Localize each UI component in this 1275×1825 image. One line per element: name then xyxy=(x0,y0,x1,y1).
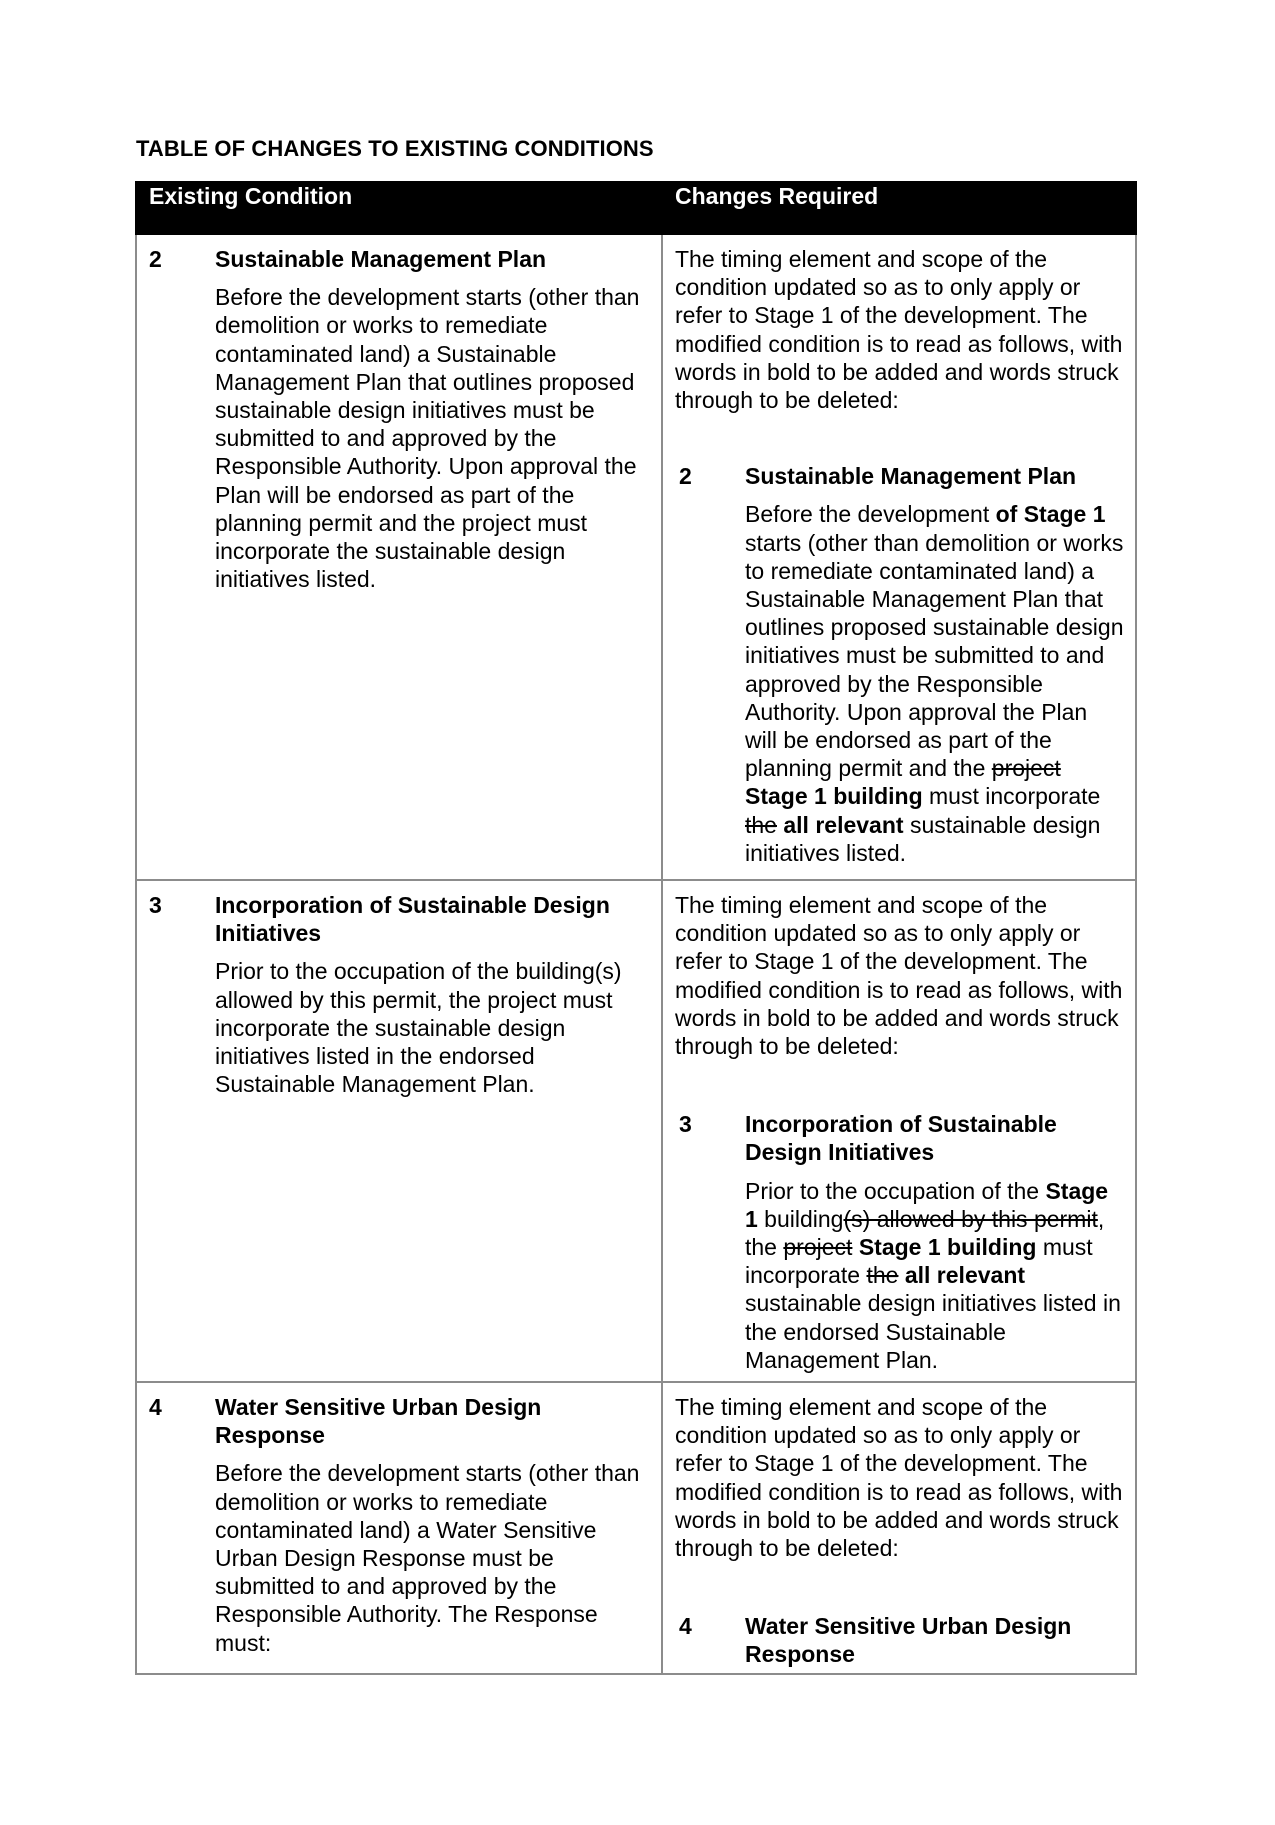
deleted-text: (s) allowed by this permit xyxy=(843,1205,1098,1232)
unchanged-text: Before the development xyxy=(745,501,996,528)
table-row xyxy=(136,234,1136,880)
change-intro-text: The timing element and scope of the condition updated so as to only apply or refer to Stage 1 of the development. The modified condition is to read as follows, with words in bold to be added and words struck through to be deleted: xyxy=(675,246,1123,414)
unchanged-text: building xyxy=(757,1205,844,1232)
changes-required-cell xyxy=(662,1382,1136,1674)
modified-condition-number: 2 xyxy=(679,463,692,490)
changes-table xyxy=(135,181,1137,1675)
change-intro-text: The timing element and scope of the condition updated so as to only apply or refer to Stage 1 of the development. The modified condition is to read as follows, with words in bold to be added and words struck through to be deleted: xyxy=(675,1394,1123,1562)
deleted-text: project xyxy=(783,1234,853,1261)
existing-condition-cell xyxy=(136,880,662,1382)
unchanged-text: must incorporate xyxy=(745,1234,1093,1289)
added-text: all relevant xyxy=(904,1262,1026,1289)
added-text: of Stage 1 xyxy=(995,501,1106,528)
modified-condition-body xyxy=(745,500,1125,867)
changes-required-cell xyxy=(662,234,1136,880)
page-title: TABLE OF CHANGES TO EXISTING CONDITIONS xyxy=(136,136,654,161)
table-row xyxy=(136,880,1136,1382)
modified-condition-title: Incorporation of Sustainable Design Initiatives xyxy=(745,1111,1057,1166)
header-existing-condition: Existing Condition xyxy=(136,182,662,234)
modified-condition-number: 3 xyxy=(679,1111,692,1138)
condition-number: 3 xyxy=(149,892,162,918)
unchanged-text: , the xyxy=(745,1205,1105,1261)
added-text: Stage 1 building xyxy=(745,783,923,810)
deleted-text: the xyxy=(745,811,777,838)
change-intro-text: The timing element and scope of the condition updated so as to only apply or refer to Stage 1 of the development. The modified condition is to read as follows, with words in bold to be added and words struck through to be deleted: xyxy=(675,892,1123,1060)
table-row xyxy=(136,1382,1136,1674)
changes-required-cell xyxy=(662,880,1136,1382)
added-text: Stage 1 building xyxy=(858,1234,1037,1261)
condition-body: Before the development starts (other than demolition or works to remediate contaminated land) a Sustainable Management Plan that outlines proposed sustainable design initiatives must be submitted to and approved by the Responsible Authority. Upon approval the Plan will be endorsed as part of the planning permit and the project must incorporate the sustainable design initiatives listed. xyxy=(215,284,640,593)
condition-body: Prior to the occupation of the building(s) allowed by this permit, the project must incorporate the sustainable design initiatives listed in the endorsed Sustainable Management Plan. xyxy=(215,958,622,1098)
unchanged-text: must incorporate xyxy=(922,783,1101,810)
modified-condition-body xyxy=(745,1177,1125,1374)
condition-number: 2 xyxy=(149,246,162,272)
condition-title: Sustainable Management Plan xyxy=(215,246,547,272)
unchanged-text: starts (other than demolition or works to remediate contaminated land) a Sustainable Management Plan that outlines proposed sustainable design initiatives must be submitted to and approved by the Responsible Authority. Upon approval the Plan will be endorsed as part of the planning permit and the xyxy=(745,529,1124,782)
deleted-text: the xyxy=(866,1262,899,1289)
added-text: Stage 1 xyxy=(745,1177,1109,1232)
modified-condition-title: Water Sensitive Urban Design Response xyxy=(745,1613,1072,1668)
condition-body: Before the development starts (other than demolition or works to remediate contaminated land) a Water Sensitive Urban Design Response must be submitted to and approved by the Responsible Authority. The Response must: xyxy=(215,1460,640,1656)
table-header-row xyxy=(136,182,1136,234)
modified-condition-title: Sustainable Management Plan xyxy=(745,463,1077,490)
condition-number: 4 xyxy=(149,1394,162,1420)
existing-condition-cell xyxy=(136,1382,662,1674)
existing-condition-cell xyxy=(136,234,662,880)
deleted-text: project xyxy=(991,755,1061,782)
unchanged-text: sustainable design initiatives listed. xyxy=(745,811,1101,866)
header-changes-required: Changes Required xyxy=(662,182,1136,234)
condition-title: Water Sensitive Urban Design Response xyxy=(215,1394,542,1449)
condition-title: Incorporation of Sustainable Design Initiatives xyxy=(215,892,610,947)
unchanged-text: sustainable design initiatives listed in the endorsed Sustainable Management Plan. xyxy=(745,1290,1121,1373)
added-text: all relevant xyxy=(783,811,904,838)
unchanged-text: Prior to the occupation of the xyxy=(745,1177,1046,1204)
modified-condition-number: 4 xyxy=(679,1613,692,1640)
